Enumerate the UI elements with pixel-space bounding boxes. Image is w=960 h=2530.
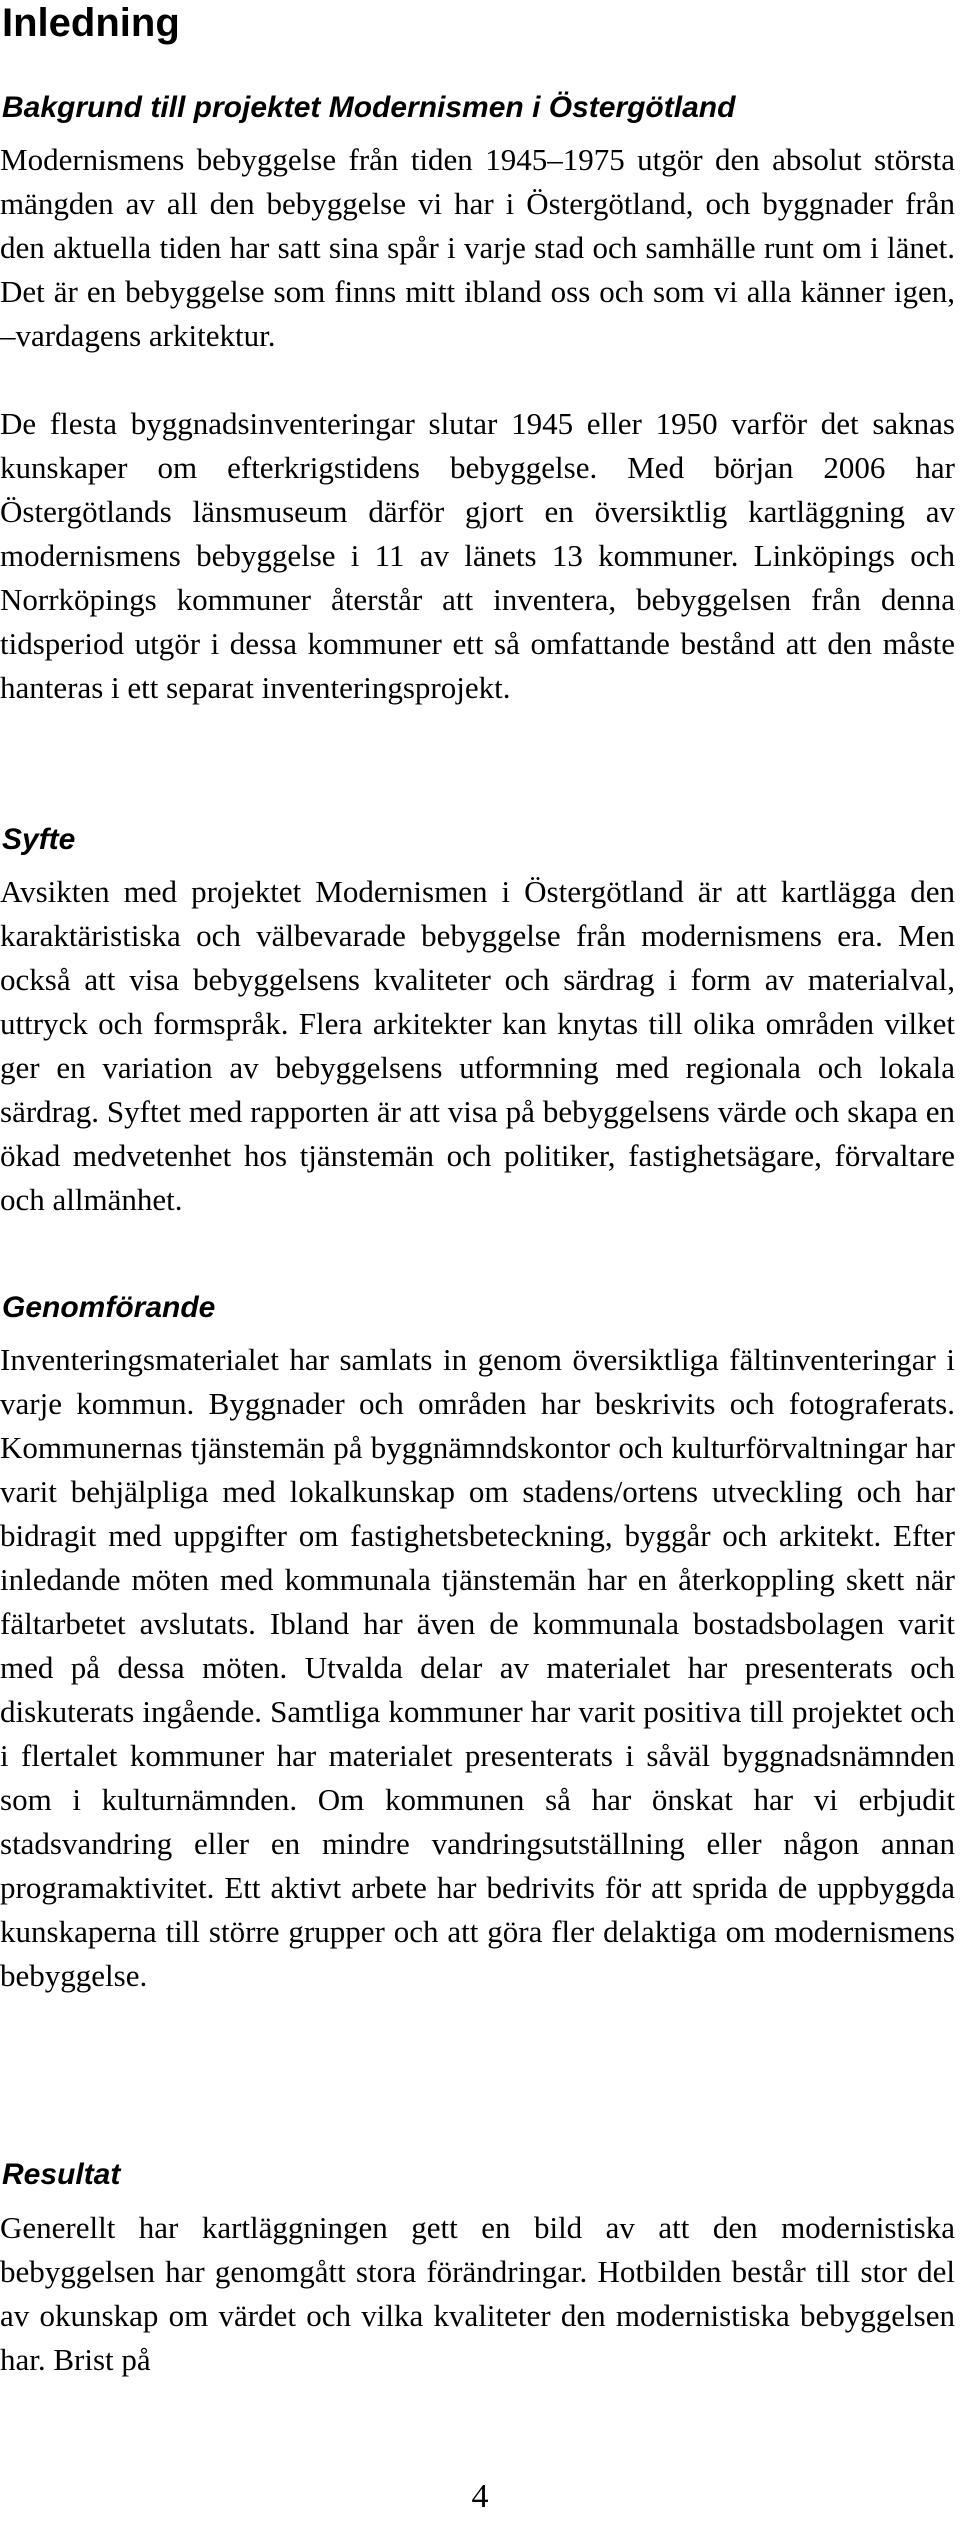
paragraph-resultat-1: Generellt har kartläggningen gett en bild av att den modernistiska bebyggelsen har genomgått stora förändringar. Hotbilden består till stor del av okunskap om värdet och vilka kvaliteter den modernistiska bebyggelsen har. Brist på: [0, 2210, 955, 2377]
section-heading-bakgrund: Bakgrund till projektet Modernismen i Östergötland: [2, 91, 736, 124]
page-title: Inledning: [2, 1, 180, 45]
paragraph-syfte-1: Avsikten med projektet Modernismen i Östergötland är att kartlägga den karaktäristiska och välbevarade bebyggelse från modernismens era. Men också att visa bebyggelsens kvaliteter och särdrag i form av materialval, uttryck och formspråk. Flera arkitekter kan knytas till olika områden vilket ger en variation av bebyggelsens utformning med regionala och lokala särdrag. Syftet med rapporten är att visa på bebyggelsens värde och skapa en ökad medvetenhet hos tjänstemän och politiker, fastighetsägare, förvaltare och allmänhet.: [0, 874, 955, 1217]
section-heading-genomforande: Genomförande: [2, 1291, 216, 1324]
paragraph-genomforande-1: Inventeringsmaterialet har samlats in genom översiktliga fältinventeringar i varje kommun. Byggnader och områden har beskrivits och fotograferats. Kommunernas tjänstemän på byggnämndskontor och kulturförvaltningar har varit behjälpliga med lokalkunskap om stadens/ortens utveckling och har bidragit med uppgifter om fastighetsbeteckning, byggår och arkitekt. Efter inledande möten med kommunala tjänstemän har en återkoppling skett när fältarbetet avslutats. Ibland har även de kommunala bostadsbolagen varit med på dessa möten. Utvalda delar av materialet har presenterats och diskuterats ingående. Samtliga kommuner har varit positiva till projektet och i flertalet kommuner har materialet presenterats i såväl byggnadsnämnden som i kulturnämnden. Om kommunen så har önskat har vi erbjudit stadsvandring eller en mindre vandringsutställning eller någon annan programaktivitet. Ett aktivt arbete har bedrivits för att sprida de uppbyggda kunskaperna till större grupper och att göra fler delaktiga om modernismens bebyggelse.: [0, 1342, 955, 1993]
paragraph-bakgrund-2: De flesta byggnadsinventeringar slutar 1945 eller 1950 varför det saknas kunskaper om efterkrigstidens bebyggelse. Med början 2006 har Östergötlands länsmuseum därför gjort en översiktlig kartläggning av modernismens bebyggelse i 11 av länets 13 kommuner. Linköpings och Norrköpings kommuner återstår att inventera, bebyggelsen från denna tidsperiod utgör i dessa kommuner ett så omfattande bestånd att den måste hanteras i ett separat inventeringsprojekt.: [0, 406, 955, 705]
section-heading-resultat: Resultat: [2, 2158, 121, 2191]
page-number: 4: [471, 2478, 489, 2515]
paragraph-bakgrund-1: Modernismens bebyggelse från tiden 1945–1975 utgör den absolut största mängden av all den bebyggelse vi har i Östergötland, och byggnader från den aktuella tiden har satt sina spår i varje stad och samhälle runt om i länet. Det är en bebyggelse som finns mitt ibland oss och som vi alla känner igen, –vardagens arkitektur.: [0, 142, 955, 353]
section-heading-syfte: Syfte: [2, 823, 76, 856]
